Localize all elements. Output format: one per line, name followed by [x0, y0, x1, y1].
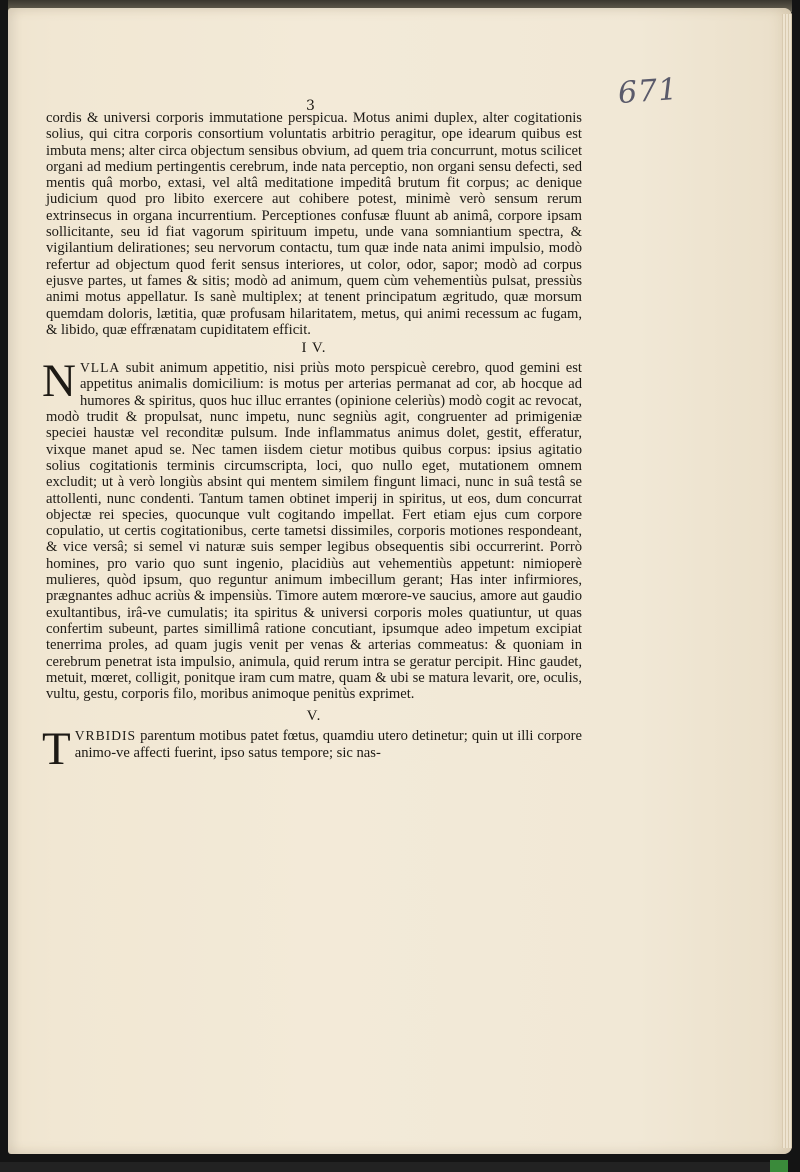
drop-cap-letter: T [42, 723, 71, 776]
lead-word: VLLA [79, 360, 121, 376]
page-fore-edge [782, 14, 792, 1148]
color-marker-tab [770, 1160, 788, 1172]
section-heading-iv: I V. [301, 340, 327, 357]
paragraph-section-iv [42, 355, 582, 703]
handwritten-folio-number: 671 [616, 71, 680, 112]
lead-word: VRBIDIS [74, 728, 137, 744]
body-text [42, 110, 582, 776]
book-bottom-edge [0, 1162, 770, 1172]
drop-cap-letter: N [42, 355, 76, 408]
paragraph-section-v [42, 723, 582, 776]
paragraph-text: subit animum appetitio, nisi priùs moto perspicuè cerebro, quod gemini est appetitus animalis domicilium: is motus per arterias permanat ad cor, ab hocque ad humores & spiritus, quos huc illuc errantes (opinione celeriùs) modò cogit ac revocat, modò trudit & propulsat, nunc impetu, nunc segniùs agit, congruenter ad primigeniæ speciei haustæ vel reconditæ pulsum. Inde inflammatus animus dolet, gestit, efferatur, vixque manet apud se. Nec tamen iisdem cietur motibus quibus corpus: ipsius agitatio solius cogitationis terminis circumscripta, loci, quo nullo eget, mutationem omnem excludit; ut à verò longiùs absint qui mentem similem fingunt limaci, nunc in suâ testâ se attollenti, nunc condenti. Tantum tamen obtinet imperij in spiritus, ut eos, dum concurrat objectæ rei species, quocunque vult cogitando impellat. Fert etiam ejus cum corpore copulatio, ut certis cogitationibus, certe tametsi dissimiles, corporis motiones respondeant, & vice versâ; si semel vi naturæ suis semper legibus obsequentis sibi occurrerint. Porrò homines, pro vario quo sunt ingenio, placidiùs aut vehementiùs appetunt: nimioperè mulieres, quòd ipsum, quo reguntur animum imbecillum gerant; Has inter infirmiores, prægnantes adhuc acriùs & impensiùs. Timore autem mœrore-ve saucius, amore aut gaudio exultantibus, irâ-ve cumulatis; ita spiritus & universi corporis moles quatiuntur, ut quas confertim subeunt, partes simillimâ ratione concutiant, ipsumque adeo impetum excipiat tenerrima proles, ad quam jugis venit per venas & arterias commeatus: & quoniam in cerebrum penetrat ista impulsio, animula, quid rerum intra se geratur percipit. Hinc gaudet, metuit, mœret, colligit, ponitque iram cum matre, quam & ubi se matura levarit, ore, oculis, vultu, gestu, corporis filo, moribus animoque penitùs exprimet. [46, 360, 582, 703]
section-heading-v: V. [306, 708, 322, 725]
page-number: 3 [306, 98, 315, 114]
paragraph-section-1: cordis & universi corporis immutatione perspicua. Motus animi duplex, alter cogitationis solius, qui citra corporis consortium voluntatis arbitrio peragitur, ope idearum quibus est imbuta mens; alter circa objectum sensibus obvium, ad quem tria concurrunt, motus scilicet organi ad medium pertingentis cerebrum, inde nata perceptio, non organi sensu defecti, sed mentis quâ morbo, extasi, vel altâ meditatione impeditâ brutum fit corpus; ac denique judicium quod pro libito exercere aut cohibere potest, minimè verò sensum rerum extrinsecus in organa incurrentium. Perceptiones confusæ fluunt ab animâ, corpore ipsam sollicitante, seu id fiat vagorum spirituum impetu, unde vana somniantium spectra, & vigilantium delirationes; seu nervorum contactu, tum quæ inde nata animi impulsio, modò refertur ad objectum quod ferit sensus interiores, ut color, odor, sapor; modò ad corpus ejusve partes, ut fames & sitis; modò ad animum, quem cùm vehementiùs pulsat, pressiùs animi motus appellatur. Is sanè multiplex; at tenent principatum ægritudo, quæ morsum quemdam doloris, lætitia, quæ profusam hilaritatem, metus, qui animi recessum ac fugam, & libido, quæ effrænatam cupiditatem efficit. [46, 110, 582, 338]
paragraph-text: parentum motibus patet fœtus, quamdiu utero detinetur; quin ut illi corpore animo-ve affecti fuerint, ipso satus tempore; sic nas- [74, 728, 582, 761]
